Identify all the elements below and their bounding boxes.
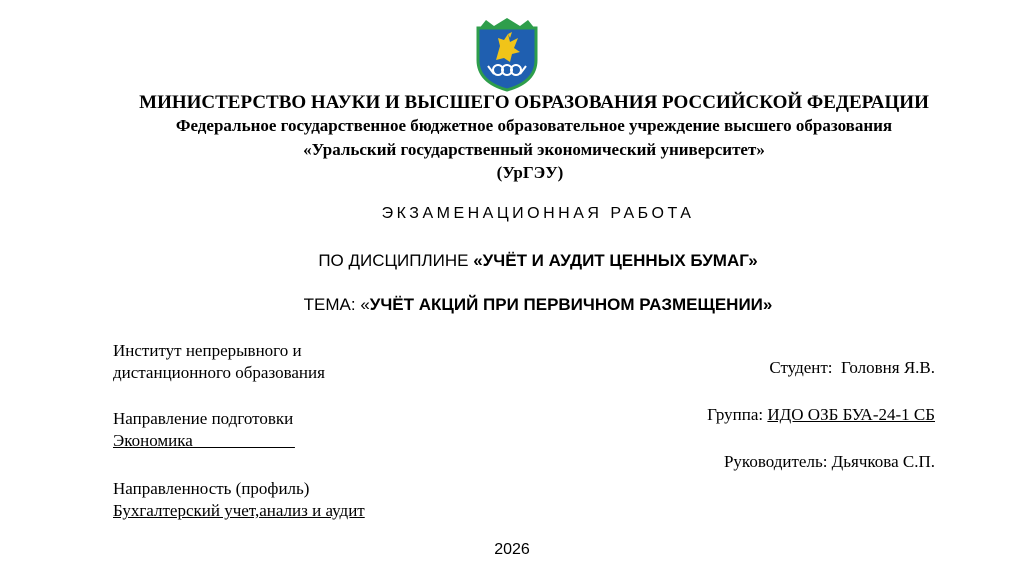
institute-line-1: Институт непрерывного и xyxy=(113,341,302,360)
discipline-prefix: ПО ДИСЦИПЛИНЕ xyxy=(318,251,474,270)
profile-block xyxy=(113,478,365,522)
university-name: «Уральский государственный экономический университет» xyxy=(303,140,765,159)
ministry-title: МИНИСТЕРСТВО НАУКИ И ВЫСШЕГО ОБРАЗОВАНИЯ РОССИЙСКОЙ ФЕДЕРАЦИИ xyxy=(139,92,929,113)
direction-block xyxy=(113,408,295,452)
institute-line-2: дистанционного образования xyxy=(113,363,325,382)
discipline-line xyxy=(26,251,1024,271)
institution-type: Федеральное государственное бюджетное образовательное учреждение высшего образования xyxy=(175,116,893,135)
profile-label: Направленность (профиль) xyxy=(113,479,310,498)
topic-line xyxy=(26,295,1024,315)
supervisor-label: Руководитель: xyxy=(723,452,832,471)
group-line xyxy=(707,405,935,425)
university-abbrev: (УрГЭУ) xyxy=(496,163,564,182)
discipline-name: «УЧЁТ И АУДИТ ЦЕННЫХ БУМАГ» xyxy=(473,251,758,270)
supervisor-line xyxy=(724,452,935,472)
work-type: ЭКЗАМЕНАЦИОННАЯ РАБОТА xyxy=(381,205,695,222)
profile-value: Бухгалтерский учет,анализ и аудит xyxy=(113,501,365,520)
university-coat-of-arms-icon xyxy=(474,16,540,92)
student-label: Студент: xyxy=(769,358,842,377)
group-label: Группа: xyxy=(707,405,768,424)
student-name: Головня Я.В. xyxy=(841,358,935,377)
topic-name: УЧЁТ АКЦИЙ ПРИ ПЕРВИЧНОМ РАЗМЕЩЕНИИ» xyxy=(369,295,773,314)
direction-label: Направление подготовки xyxy=(113,409,294,428)
supervisor-name: Дьячкова С.П. xyxy=(831,452,935,471)
institute-block xyxy=(113,340,325,384)
direction-value: Экономика____________ xyxy=(113,431,295,450)
student-line xyxy=(769,358,935,378)
year: 2026 xyxy=(494,541,530,558)
topic-prefix: ТЕМА: « xyxy=(303,295,370,314)
group-value: ИДО ОЗБ БУА-24-1 СБ xyxy=(767,405,935,424)
